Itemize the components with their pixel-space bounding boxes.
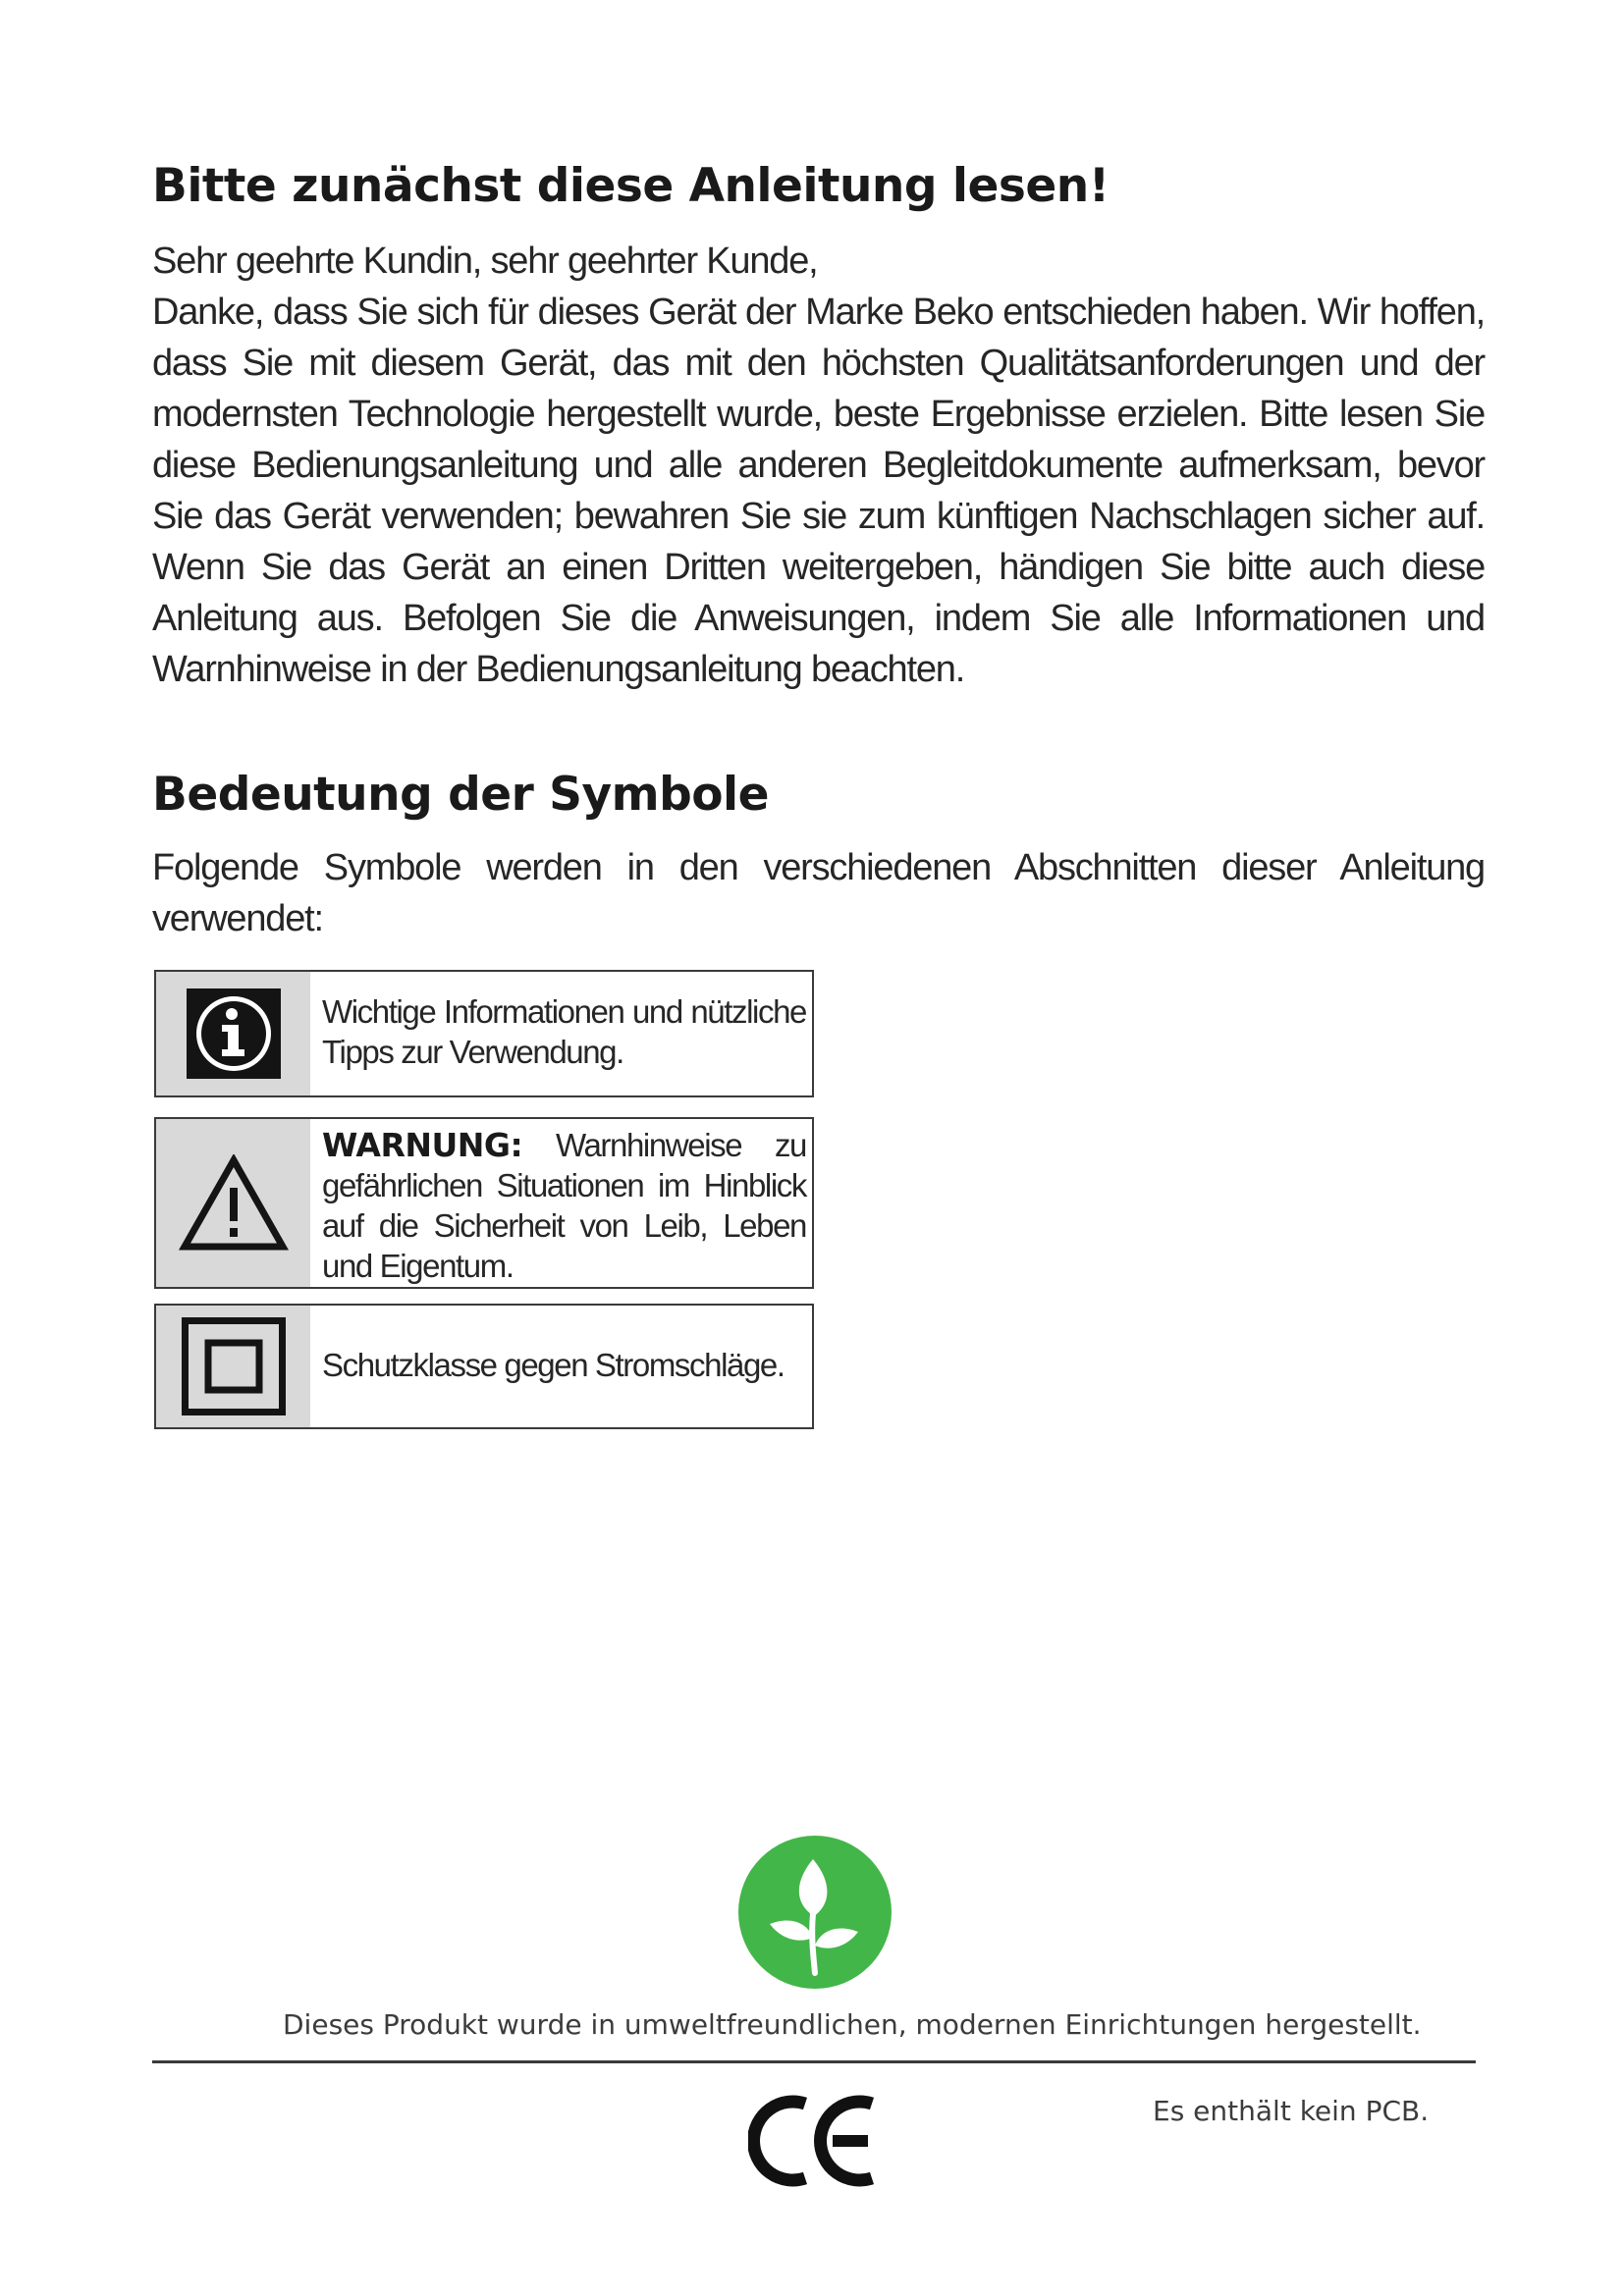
info-icon xyxy=(187,988,281,1079)
symbol-text-info: Wichtige Informationen und nützliche Tipps zur Verwendung. xyxy=(322,993,806,1070)
warning-triangle-icon xyxy=(179,1154,289,1253)
symbol-row-info xyxy=(154,970,814,1097)
intro-text xyxy=(152,236,1485,695)
leaf-icon xyxy=(738,1836,892,1989)
symbol-icon-cell xyxy=(156,972,310,1095)
symbol-row-warning xyxy=(154,1117,814,1289)
eco-text: Dieses Produkt wurde in umweltfreundlichen, modernen Einrichtungen hergestellt. xyxy=(283,2008,1422,2041)
warning-text: Warnhinweise zu gefährlichen Situationen im Hinblick auf die Sicherheit von Leib, Leben und Eigentum. xyxy=(322,1127,806,1284)
page-title: Bitte zunächst diese Anleitung lesen! xyxy=(152,159,1110,213)
double-square-icon xyxy=(182,1317,286,1415)
pcb-text: Es enthält kein PCB. xyxy=(1153,2095,1430,2127)
symbols-intro: Folgende Symbole werden in den verschiedenen Abschnitten dieser Anleitung verwendet: xyxy=(152,847,1485,939)
symbol-text-class2: Schutzklasse gegen Stromschläge. xyxy=(322,1347,785,1383)
symbol-row-class2 xyxy=(154,1304,814,1429)
symbol-icon-cell xyxy=(156,1306,310,1427)
greeting: Sehr geehrte Kundin, sehr geehrter Kunde, xyxy=(152,240,818,282)
symbols-heading: Bedeutung der Symbole xyxy=(152,768,770,822)
divider xyxy=(152,2060,1476,2063)
warning-label: WARNUNG: xyxy=(322,1126,523,1164)
ce-mark-icon xyxy=(748,2092,881,2190)
intro-body: Danke, dass Sie sich für dieses Gerät der Marke Beko entschieden haben. Wir hoffen, dass Sie mit diesem Gerät, das mit den höchsten Qualitätsanforderungen und der modernsten Technologie hergestellt wurde, beste Ergebnisse erzielen. Bitte lesen Sie diese Bedienungsanleitung und alle anderen Begleitdokumente aufmerksam, bevor Sie das Gerät verwenden; bewahren Sie sie zum künftigen Nachschlagen sicher auf. Wenn Sie das Gerät an einen Dritten weitergeben, händigen Sie bitte auch diese Anleitung aus. Befolgen Sie die Anweisungen, indem Sie alle Informationen und Warnhinweise in der Bedienungsanleitung beachten. xyxy=(152,292,1485,690)
symbol-text-warning xyxy=(310,1119,812,1287)
symbol-icon-cell xyxy=(156,1119,310,1287)
